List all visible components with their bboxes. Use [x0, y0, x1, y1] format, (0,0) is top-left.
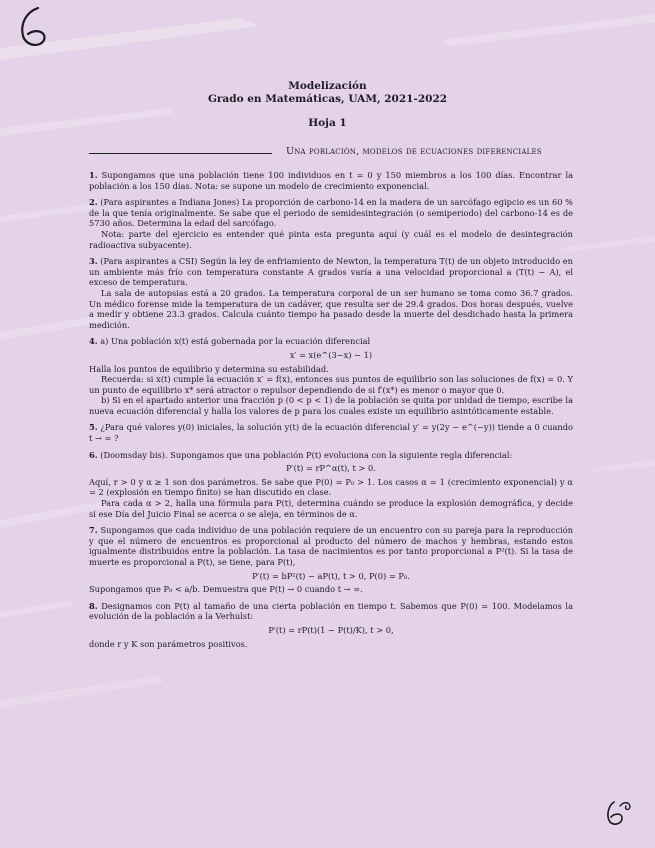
problem-text: Supongamos que una población tiene 100 individuos en t = 0 y 150 miembros a los 100 días. Encontrar la población a los 150 días. Nota: se supone un modelo de crecimiento exponencial. — [89, 170, 573, 191]
problem-4 — [89, 336, 573, 416]
problem-number: 3. — [89, 256, 98, 267]
problem-text-3: Para cada α > 2, halla una fórmula para P(t), determina cuándo se produce la explosión demográfica, y decide si ese Día del Juicio Final se acerca o se aleja, en términos de α. — [89, 498, 573, 519]
sheet-number: Hoja 1 — [308, 117, 347, 129]
problem-2 — [89, 197, 573, 250]
handwritten-mark-bottom — [602, 796, 636, 830]
problem-8 — [89, 601, 573, 649]
problem-text-2: Aquí, r > 0 y α ≥ 1 son dos parámetros. Se sabe que P(0) = P₀ > 1. Los casos α = 1 (crecimiento exponencial) y α = 2 (explosión en tiempo finito) se han discutido en clase. — [89, 476, 573, 498]
handwritten-mark-top — [14, 4, 54, 54]
problem-text-2: Halla los puntos de equilibrio y determina su estabilidad. — [89, 363, 329, 374]
problem-5 — [89, 422, 573, 443]
problem-text-2: Supongamos que P₀ < a/b. Demuestra que P(t) → 0 cuando t → ∞. — [89, 584, 363, 595]
problem-number: 4. — [89, 336, 98, 347]
problem-number: 1. — [89, 170, 98, 180]
problem-list — [89, 170, 573, 649]
problem-note: Nota: parte del ejercicio es entender qué pinta esta pregunta aquí (y cuál es el modelo de desintegración radioactiva subyacente). — [89, 228, 573, 250]
problem-text: (Doomsday bis). Supongamos que una población P(t) evoluciona con la siguiente regla diferencial: — [100, 449, 513, 460]
document-title: Modelización — [288, 80, 367, 92]
problem-number: 5. — [89, 422, 98, 433]
problem-text: a) Una población x(t) está gobernada por la ecuación diferencial — [100, 336, 371, 347]
problem-7 — [89, 525, 573, 595]
problem-text: (Para aspirantes a CSI) Según la ley de enfriamiento de Newton, la temperatura T(t) de un objeto introducido en un ambiente más frío con temperatura constante A grados varía a una velocidad proporcional a (T(t) − A), el exceso de temperatura. — [89, 256, 574, 288]
problem-text-2: donde r y K son parámetros positivos. — [89, 638, 248, 649]
problem-text: ¿Para qué valores y(0) iniciales, la solución y(t) de la ecuación diferencial y′ = y(2y − e^(−y)) tiende a 0 cuando t → ∞ ? — [89, 422, 573, 444]
section-subtitle: Una población, modelos de ecuaciones diferenciales — [286, 146, 542, 157]
section-rule — [89, 153, 272, 154]
problem-number: 8. — [89, 600, 98, 611]
problem-text: Supongamos que cada individuo de una población requiere de un encuentro con su pareja para la reproducción y que el número de encuentros es proporcional al producto del número de machos y hembras, estando estos igualmente distribuidos entre la población. La tasa de nacimientos es por tanto proporcional a P²(t). Si la tasa de muerte es proporcional a P(t), se tiene, para P(t), — [89, 525, 574, 567]
course-line: Grado en Matemáticas, UAM, 2021-2022 — [207, 93, 448, 105]
problem-part-b: b) Si en el apartado anterior una fracción p (0 < p < 1) de la población se quita por unidad de tiempo, escribe la nueva ecuación diferencial y halla los valores de p para los cuales existe un equilibrio asintóticamente estable. — [89, 395, 573, 416]
problem-number: 2. — [89, 197, 98, 208]
equation: P′(t) = rP(t)(1 − P(t)/K), t > 0, — [268, 624, 394, 635]
equation: P′(t) = bP²(t) − aP(t), t > 0, P(0) = P₀. — [252, 570, 410, 581]
problem-text-2: La sala de autopsias está a 20 grados. La temperatura corporal de un ser humano se toma como 36.7 grados. Un médico forense mide la temperatura de un cadáver, que resulta ser de 29.4 grados. Dos horas después, vuelve a medir y obtiene 23.3 grados. Calcula cuánto tiempo ha pasado desde la muerte del desdichado hasta la primera medición. — [89, 287, 573, 330]
problem-3 — [89, 256, 573, 330]
equation: P′(t) = rP^α(t), t > 0. — [286, 463, 376, 474]
problem-number: 7. — [89, 525, 98, 536]
problem-text: Designamos con P(t) al tamaño de una cierta población en tiempo t. Sabemos que P(0) = 100. Modelamos la evolución de la población a la Verhulst: — [89, 600, 573, 622]
problem-number: 6. — [89, 449, 98, 460]
problem-6 — [89, 450, 573, 520]
problem-text: (Para aspirantes a Indiana Jones) La proporción de carbono-14 en la madera de un sarcófago egipcio es un 60 % de la que tenía originalmente. Se sabe que el periodo de semidesintegración (o semiperiodo) del carbono-14 es de 5730 años. Determina la edad del sarcófago. — [89, 197, 573, 229]
equation: x′ = x(e^(3−x) − 1) — [289, 349, 373, 360]
problem-1 — [89, 170, 573, 191]
problem-hint: Recuerda: si x(t) cumple la ecuación x′ = f(x), entonces sus puntos de equilibrio son las soluciones de f(x) = 0. Y un punto de equilibrio x* será atractor o repulsor dependiendo de si f′(x*) es menor o mayor que 0. — [89, 374, 573, 395]
